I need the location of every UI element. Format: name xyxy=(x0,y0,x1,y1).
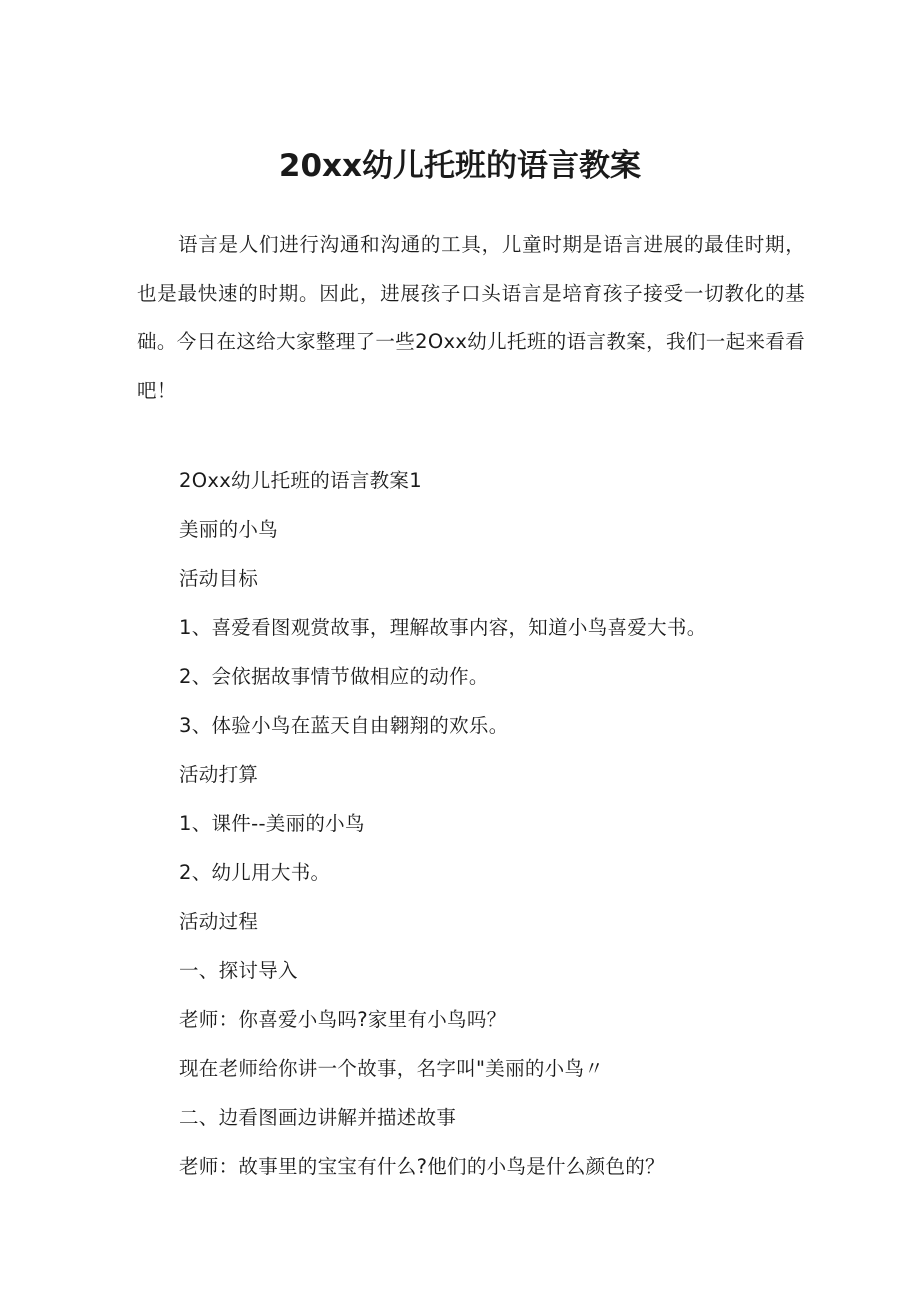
document-title: 20xx幼儿托班的语言教案 xyxy=(278,148,642,184)
lesson-title: 美丽的小鸟 xyxy=(179,518,279,541)
subheading-process: 活动过程 xyxy=(179,910,259,933)
process-step: 一、探讨导入 xyxy=(179,959,298,982)
process-text: 现在老师给你讲一个故事，名字叫"美丽的小鸟〃 xyxy=(179,1057,605,1080)
section-heading: 2Oxx幼儿托班的语言教案1 xyxy=(179,469,422,492)
goal-item: 2、会依据故事情节做相应的动作。 xyxy=(179,665,489,688)
process-step: 二、边看图画边讲解并描述故事 xyxy=(179,1106,457,1129)
goal-item: 3、体验小鸟在蓝天自由翱翔的欢乐。 xyxy=(179,714,509,737)
process-text: 老师：你喜爱小鸟吗?家里有小鸟吗？ xyxy=(179,1008,507,1031)
subheading-preparation: 活动打算 xyxy=(179,763,259,786)
preparation-item: 1、课件--美丽的小鸟 xyxy=(179,812,365,835)
intro-paragraph: 语言是人们进行沟通和沟通的工具，儿童时期是语言进展的最佳时期，也是最快速的时期。因此，进展孩子口头语言是培育孩子接受一切教化的基础。今日在这给大家整理了一些2Oxx幼儿托班的语言教案，我们一起来看看吧！ xyxy=(137,233,805,402)
content-lines xyxy=(179,456,819,1191)
subheading-goals: 活动目标 xyxy=(179,567,259,590)
goal-item: 1、喜爱看图观赏故事，理解故事内容，知道小鸟喜爱大书。 xyxy=(179,616,707,639)
preparation-item: 2、幼儿用大书。 xyxy=(179,861,331,884)
process-text: 老师：故事里的宝宝有什么?他们的小鸟是什么颜色的？ xyxy=(179,1155,665,1178)
